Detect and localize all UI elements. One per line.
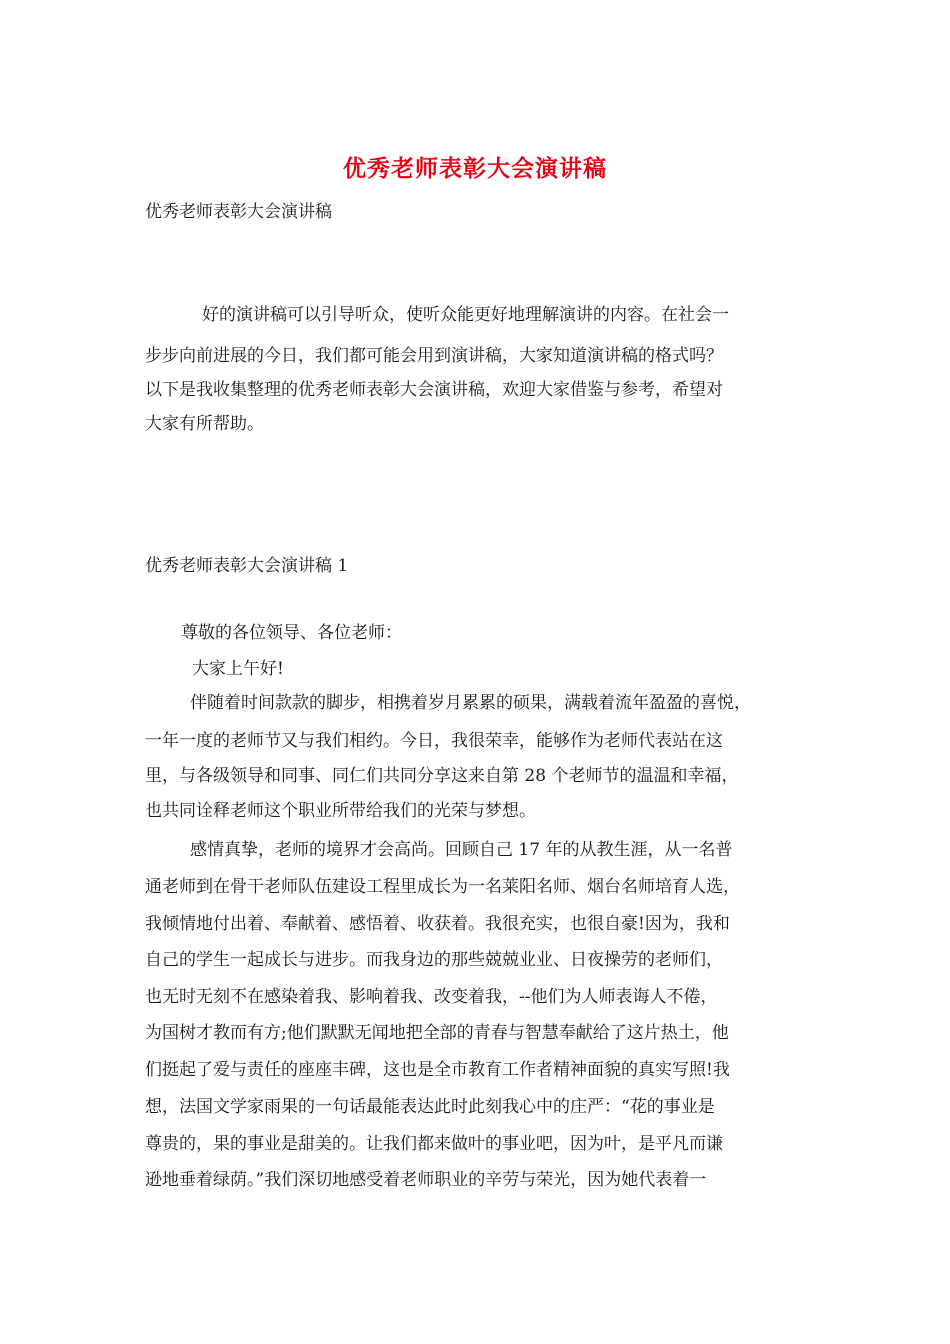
document-subtitle: 优秀老师表彰大会演讲稿 <box>145 202 332 222</box>
paragraph-line: 为国树才教而有方;他们默默无闻地把全部的青春与智慧奉献给了这片热土，他 <box>145 1023 729 1043</box>
intro-line: 大家有所帮助。 <box>145 414 264 434</box>
paragraph-line: 们挺起了爱与责任的座座丰碑，这也是全市教育工作者精神面貌的真实写照!我 <box>145 1060 730 1080</box>
paragraph-line: 我倾情地付出着、奉献着、感悟着、收获着。我很充实，也很自豪!因为，我和 <box>145 914 730 934</box>
paragraph-line: 感情真挚，老师的境界才会高尚。回顾自己 17 年的从教生涯，从一名普 <box>190 840 733 860</box>
paragraph-line: 里，与各级领导和同事、同仁们共同分享这来自第 28 个老师节的温温和幸福， <box>145 766 739 786</box>
paragraph-line: 也无时无刻不在感染着我、影响着我、改变着我，--他们为人师表诲人不倦， <box>145 987 718 1007</box>
paragraph-line: 一年一度的老师节又与我们相约。今日，我很荣幸，能够作为老师代表站在这 <box>145 731 723 751</box>
paragraph-line: 逊地垂着绿荫。”我们深切地感受着老师职业的辛劳与荣光，因为她代表着一 <box>145 1170 707 1190</box>
salutation: 尊敬的各位领导、各位老师： <box>181 623 402 643</box>
paragraph-line: 也共同诠释老师这个职业所带给我们的光荣与梦想。 <box>145 801 536 821</box>
section-heading: 优秀老师表彰大会演讲稿 1 <box>145 556 349 576</box>
greeting: 大家上午好! <box>192 659 284 679</box>
intro-line: 步步向前进展的今日，我们都可能会用到演讲稿，大家知道演讲稿的格式吗？ <box>145 346 723 366</box>
paragraph-line: 想，法国文学家雨果的一句话最能表达此时此刻我心中的庄严：“花的事业是 <box>145 1097 715 1117</box>
paragraph-line: 尊贵的，果的事业是甜美的。让我们都来做叶的事业吧，因为叶，是平凡而谦 <box>145 1134 723 1154</box>
intro-line: 好的演讲稿可以引导听众，使听众能更好地理解演讲的内容。在社会一 <box>202 305 729 325</box>
paragraph-line: 伴随着时间款款的脚步，相携着岁月累累的硕果，满载着流年盈盈的喜悦， <box>190 693 751 713</box>
paragraph-line: 通老师到在骨干老师队伍建设工程里成长为一名莱阳名师、烟台名师培育人选， <box>145 877 740 897</box>
intro-line: 以下是我收集整理的优秀老师表彰大会演讲稿，欢迎大家借鉴与参考，希望对 <box>145 380 723 400</box>
document-title: 优秀老师表彰大会演讲稿 <box>343 155 607 182</box>
paragraph-line: 自己的学生一起成长与进步。而我身边的那些兢兢业业、日夜操劳的老师们， <box>145 950 723 970</box>
